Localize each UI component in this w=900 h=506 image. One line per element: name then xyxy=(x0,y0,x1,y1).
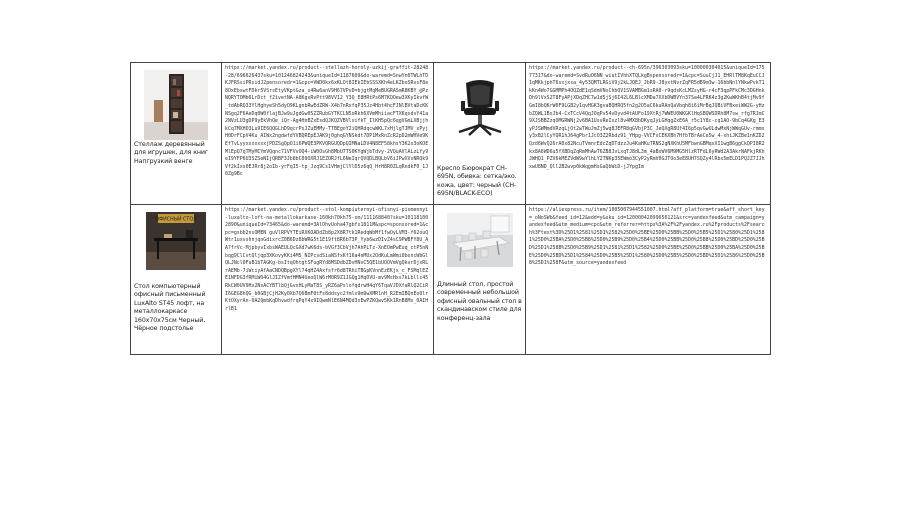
product-cell xyxy=(434,63,526,205)
product-url[interactable]: https://aliexpress.ru/item/1005007944551007.html?aff_platform=true&aff_short_key=_oNoSWb&feed_id=12&edd=y&sku_id=12000042099656121&src=yandexfeed&utm_campaign=yandexfeed&utm_medium=cpc&utm_referrer=https%3A%2F%2Fyandex.ru%2Fproducts%2Fsearch%3Ftext%3D%25D1%2581%25D1%2582%25D0%25BE%25D0%25BB%25D0%25B5%25D1%2580%25D1%2581%25D0%25BA%25D0%25B8%25D0%25B9%25D0%25B4%25D0%25BB%25D0%25B8%25D0%25BD%25D0%25BD%25D1%258B%25D0%25B9%25D1%2581%25D1%2582%25D0%25BE%25D0%25BB%25D0%25BA%25D0%25BE%25D0%25BD%25D1%2584%25D0%25B5%25D1%2580%25D0%25B5%25D0%25BD%25D1%2586%25D0%25B8%25D1%258F&utm_source=yandexfeed xyxy=(529,207,765,267)
product-url[interactable]: https://market.yandex.ru/product--ch-695n/396303093sku=100000304015&uniqueId=17577317&do-waremd=SvdRuO6NN_wiutIVhhXTQLkgBspensoredr=1&cpc=SuuCjJ1_EHRlTM8KqEuCCJ1qMKkjphT6sxjxsa_4y53QMTLRGiV9j2kLJQEJ_JbR9-J8yxtNvrZqFR5dB9m3w-16bbNnlYNkwPvkT1kKn4Wo7GGMMPh4OQZdE1qSdmVNsChbQV1SVAMBGm1sRA0-r9qdsKcLMZsyHG-r4cF3qpPFkCMc3DGHnkDh9lVxS2T8FyAPjXDqZHC7w1d5jSj6I42L6LBlcXMDa7XXbDWBVYn37Sa4LFRK4z3g2KwWKhB4tjMv9fGmI8bQKrW0F9LGB2y1qvHGK3gvaBQHRQ5fn2g2O5aC6kuRAnQaVbqh8i6iMrBqJQBiVFBxeiWW2G-yHzbZQWL1BxJb4-CxTCcV4QqJOqPv54vDyvd4tAUFo19XtRj7WWEU0WKGKlHqSBQWSDRh8M7sw_rfg7RJmC9XJSBBZzqOMGRWNj2v6BA1UsvReIxzl8v4MX8bDKyqJyLGHqgZxE6A_r5c1Y8c-cq1AO-9bCq4GKg_E3yPJSWMmdVRzqLjOt2wTWuJmZj5wq8JEFR8qGVbjP3C_JeQXgR8Uf4I6p5qvGwULdwMxNjWWqGUv-rmmsy3xB2lCyYQR1hJ64gPbr1JcO3Z2Rbdz91_YHpg-VVCFsCEKXBh7HfbTBrAeCe5w_4-xhiJKZBe1nKZD2Qzd6WvQ26rA0x82NcuTVmnrEdcZqDTdzzJu4KaHKuTRNS2gNXKhU5MFbwnGBMqxXI1wgB6ggCkQPI8R2kx8A6WD6u5fXBDqZqRmMhAwT6ZB8JvLxqTJ8dL3m_4aBxWV6M9MG5HlzRTFdL6yRWd2A3AkrNAFkjRKhJWHQ1_PZV6kMEZVdW9wYlhLY2TNKp35EWmo3CyP2yRmV0GJTOo3eE8UH7SQZy4lRbx5mELD1PQJZ7JJhxwU8ND_Qll2B2wvp0kWqgmHsGaQbWiD-jJYpgIm xyxy=(529,65,765,170)
product-url-cell xyxy=(222,63,434,205)
product-image xyxy=(134,211,218,271)
product-url-cell xyxy=(526,205,771,355)
product-image xyxy=(437,211,522,269)
product-name: Длинный стол, простой современный небольшой офисный овальный стол в скандинавском стиле для конференц-зала xyxy=(437,281,522,322)
product-url[interactable]: https://market.yandex.ru/product--stol-kompiuternyi-ofisnyi-pismennyi-luxalto-loft-na-metallokarkase-160kh70kh75-sm/111168840?sku=101181002890&uniqueId=73465&do-waremd=3AlOhvUoha47gbfx1811M&spc=sponsored=1&cpc=gsbb2nsOMEN guVlRPVYTEiRXKOADdZb8p2X8R7tk1RedqWbMf1fwOyLVM3-f62ouQWtr1uxvshnjqnGdixrcZ0B6Dz8bWRG5t1E19ft8R6bT3P_Yyb6wzDIvZ4sC9PWBFY8U_AA7frVc-MjpbyvIxbsWAEULQcGXd7wK6ds-bVGf3CbVjh7AhPLTz-XnEOmPwEuq_ctP5nNbqg9ClCvtQljqp3XKovyKKi4M5_NIPcsdSiaNSfxKf16a4nMUx2OdKuLmWmi0boncWbGlQLJNcl0FuB1bTAGKg-bsItqOhtgtSFugRYd8MSDdbZDvHNvC5QE1bUOOVmVgQkvrDjxRLrAEMb-7iWciyAfAaCNDQBpgXYl74qHZ4Axfsfr6d8TRhiTBGpKVnnEzEKjx_c_FSMqlEZE1NFDG3fRMiWO4GlJIZfVmfHMN4UeoQlW6rM0R9Z1JGQg1HqDVU-mv9MsHxs7kLbllc45RkCW0UV9Hx2NsACYBTlbQjGvxHLyMaT8S_yRZ6aPslofqdrwH4qY6TqaVJDXfaRlQ2CiRI6GEG8hQG_h0GBjCjH2Ky0Xb7Q6BmF0tFs8ddsyc2fmlx9m9wXMRlnH_R2EmIBQnEo0lrKtOXyrAn-0A2QmbKqDhvwdfrqPqY4x9IQwmNlE6N4MQd3xEwPZKQwv5Kk1RnB8Mx_0AIHrlB1 xyxy=(225,207,429,312)
product-cell xyxy=(131,205,222,355)
product-url-cell xyxy=(526,63,771,205)
product-url-cell xyxy=(222,205,434,355)
product-image xyxy=(134,69,218,141)
product-cell xyxy=(131,63,222,205)
conference-table-image xyxy=(447,213,513,267)
product-url[interactable]: https://market.yandex.ru/product--stellazh-horoly-uzkij-graffit-28248-28/696626437sku=101246824243&uniqueId=1187609&do-waremd=SnwYn0TWLhTDKJFRSsiPRsidJ2pensoredr=1&cpc=VWD0kx6xKLOt8IEkIEbSSSXKh4eLKZboSRvsF8e8OxEbswtFDkr5VSrsEtyVKpt&za_s4Rw6anV9H67VPvD=bjgtMqMeBUGRASmR8KBY_@PzNQRYTOMb6LrDct_f2ivetNA-A8KgvRvPtt98VV12_Y3Q_E8HRtPs6M7KQOew3XKyIkvfW_tdAbRQ33YlHghyeSh5dyO9KLgnbRwEdZRW-X4b7nRxfqP35Jz4Hbt4hcFJNlBVtaDcKKNSgq2F6AeDq0W0flajBJw9uJgdGw05ZZRubGYTKCLN5oRkh6XVmMhiiacFTXKqsdvY41a2NVzLU3gDP9yEkVhQe_iQr-Ag4HnBZxEsdQJKQZVBVlxifkT_IlKH5pQc6qgVGmLXBjjhkCq7MXHO3Lu9IE6QQGLhD9qcrPsJZuEMMy-TTBEgoY2iQHRdqcwWKL7xHjlgTJMV_xPyjH0DrFCpV4Ku_AIWx2ngdwfdYVBQREpEJAK9j0ghqGYNSkdt7DP1MxRnZcR2pD2mWHVe9KEf7vLyyxxxxxxxjPDZSgQpO1i6PWQE3PKVQRGUQDpQIMNaLDV4N8EF58khsY3K2o3oKOEMlEpQ7qTMyMCYmVQqnc71VFVvOQ4-iW0OsGh8MbU7TS0KYgWjbTdvy-2VQuAVlALzLfy9eI9YFP6U3SZSeNIjQRBF3Jb8bC09OXRJ1EZORJfL6NeIqrQVQDLBQLbV6iJPwXVsNRQk9Vf2kIxs0EJRr8j2oIb-yrFqI5-tp_Jzq9Cs1VHmjClYlD5z6qQ_HrH8R0ZLqRndkF0_1J0Zg9Bc xyxy=(225,65,429,178)
wooden-shelf-image xyxy=(144,70,208,140)
desk-badge: ОФИСНЫЙ СТОЛ xyxy=(155,217,197,223)
table-row xyxy=(131,63,771,205)
table-row xyxy=(131,205,771,355)
product-name: Кресло Бюрократ CH-695N, обивка: сетка/эко. кожа, цвет: черный (CH-695N/BLACK-ECO) xyxy=(437,165,517,198)
product-image xyxy=(437,71,522,143)
product-cell xyxy=(434,205,526,355)
product-name: Стеллаж деревянный для игрушек, для книг Напгрузкий венге xyxy=(134,141,209,165)
office-desk-image xyxy=(146,212,206,270)
document-table xyxy=(130,62,771,355)
product-name: Стол компьютерный офисный письменный LuxAlto ST45 лофт, на металлокаркасе 160x70x75см Черный, Чёрное подстолье xyxy=(134,283,206,333)
office-chair-image xyxy=(449,77,511,137)
